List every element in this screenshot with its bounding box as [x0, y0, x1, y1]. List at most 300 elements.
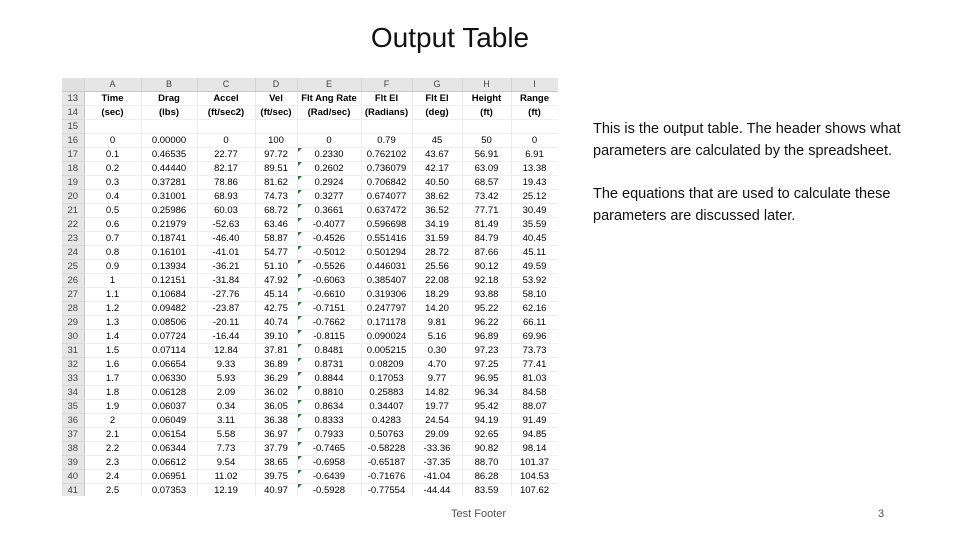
row-number[interactable]: 23: [62, 232, 84, 246]
table-cell[interactable]: 0.06128: [141, 386, 197, 400]
table-cell[interactable]: 0.2602: [297, 162, 361, 176]
table-cell[interactable]: 1.6: [84, 358, 141, 372]
table-cell[interactable]: 73.42: [462, 190, 511, 204]
table-cell[interactable]: Range: [511, 92, 558, 106]
table-cell[interactable]: 43.67: [412, 148, 462, 162]
table-cell[interactable]: 37.81: [255, 344, 297, 358]
table-cell[interactable]: 12.19: [197, 484, 255, 497]
table-cell[interactable]: 0.06654: [141, 358, 197, 372]
table-cell[interactable]: 0.9: [84, 260, 141, 274]
table-cell[interactable]: 2.5: [84, 484, 141, 497]
table-cell[interactable]: 14.20: [412, 302, 462, 316]
table-cell[interactable]: 0.8810: [297, 386, 361, 400]
table-cell[interactable]: 0.06049: [141, 414, 197, 428]
table-cell[interactable]: [412, 120, 462, 134]
table-cell[interactable]: 9.33: [197, 358, 255, 372]
column-header-i[interactable]: I: [511, 78, 558, 92]
table-cell[interactable]: 0.706842: [361, 176, 412, 190]
table-cell[interactable]: 58.87: [255, 232, 297, 246]
table-cell[interactable]: 5.93: [197, 372, 255, 386]
row-number[interactable]: 29: [62, 316, 84, 330]
table-cell[interactable]: 25.12: [511, 190, 558, 204]
table-cell[interactable]: 81.03: [511, 372, 558, 386]
row-number[interactable]: 36: [62, 414, 84, 428]
column-header-c[interactable]: C: [197, 78, 255, 92]
table-cell[interactable]: 34.19: [412, 218, 462, 232]
table-cell[interactable]: 0.8634: [297, 400, 361, 414]
table-cell[interactable]: -0.7662: [297, 316, 361, 330]
table-cell[interactable]: 14.82: [412, 386, 462, 400]
table-cell[interactable]: 0.17053: [361, 372, 412, 386]
table-cell[interactable]: 77.41: [511, 358, 558, 372]
table-cell[interactable]: (Radians): [361, 106, 412, 120]
table-cell[interactable]: 0.16101: [141, 246, 197, 260]
table-cell[interactable]: 0.34: [197, 400, 255, 414]
table-cell[interactable]: 0.50763: [361, 428, 412, 442]
table-cell[interactable]: 84.79: [462, 232, 511, 246]
row-number[interactable]: 37: [62, 428, 84, 442]
table-cell[interactable]: 36.38: [255, 414, 297, 428]
table-cell[interactable]: [141, 120, 197, 134]
table-cell[interactable]: 92.18: [462, 274, 511, 288]
table-cell[interactable]: 9.77: [412, 372, 462, 386]
table-cell[interactable]: 42.75: [255, 302, 297, 316]
table-cell[interactable]: 19.43: [511, 176, 558, 190]
table-cell[interactable]: 68.93: [197, 190, 255, 204]
row-number[interactable]: 14: [62, 106, 84, 120]
table-cell[interactable]: 53.92: [511, 274, 558, 288]
table-cell[interactable]: 96.89: [462, 330, 511, 344]
table-cell[interactable]: 36.89: [255, 358, 297, 372]
table-cell[interactable]: Flt El: [361, 92, 412, 106]
table-cell[interactable]: Time: [84, 92, 141, 106]
table-cell[interactable]: 83.59: [462, 484, 511, 497]
table-cell[interactable]: 0.8: [84, 246, 141, 260]
table-cell[interactable]: -33.36: [412, 442, 462, 456]
table-cell[interactable]: [197, 120, 255, 134]
table-cell[interactable]: 6.91: [511, 148, 558, 162]
table-cell[interactable]: -41.04: [412, 470, 462, 484]
table-cell[interactable]: 0.06037: [141, 400, 197, 414]
table-cell[interactable]: 90.82: [462, 442, 511, 456]
row-number[interactable]: 28: [62, 302, 84, 316]
table-cell[interactable]: 94.19: [462, 414, 511, 428]
table-cell[interactable]: [361, 120, 412, 134]
table-cell[interactable]: 40.97: [255, 484, 297, 497]
table-cell[interactable]: 1.1: [84, 288, 141, 302]
table-cell[interactable]: 39.75: [255, 470, 297, 484]
table-cell[interactable]: 2.3: [84, 456, 141, 470]
row-number[interactable]: 31: [62, 344, 84, 358]
table-cell[interactable]: 0.2924: [297, 176, 361, 190]
table-cell[interactable]: (sec): [84, 106, 141, 120]
table-cell[interactable]: (ft): [462, 106, 511, 120]
table-cell[interactable]: -0.6610: [297, 288, 361, 302]
table-cell[interactable]: 90.12: [462, 260, 511, 274]
table-cell[interactable]: 12.84: [197, 344, 255, 358]
column-header-a[interactable]: A: [84, 78, 141, 92]
table-cell[interactable]: 0.5: [84, 204, 141, 218]
column-header-g[interactable]: G: [412, 78, 462, 92]
table-cell[interactable]: 5.16: [412, 330, 462, 344]
table-cell[interactable]: 69.96: [511, 330, 558, 344]
table-cell[interactable]: 45: [412, 134, 462, 148]
table-cell[interactable]: -46.40: [197, 232, 255, 246]
table-cell[interactable]: Drag: [141, 92, 197, 106]
row-number[interactable]: 21: [62, 204, 84, 218]
table-cell[interactable]: 0.06154: [141, 428, 197, 442]
table-cell[interactable]: 74.73: [255, 190, 297, 204]
table-cell[interactable]: 22.77: [197, 148, 255, 162]
table-cell[interactable]: 0.30: [412, 344, 462, 358]
table-cell[interactable]: -0.5526: [297, 260, 361, 274]
table-cell[interactable]: 35.59: [511, 218, 558, 232]
row-number[interactable]: 35: [62, 400, 84, 414]
table-cell[interactable]: 0.34407: [361, 400, 412, 414]
table-cell[interactable]: 19.77: [412, 400, 462, 414]
row-number[interactable]: 30: [62, 330, 84, 344]
table-cell[interactable]: Flt Ang Rate: [297, 92, 361, 106]
table-cell[interactable]: 60.03: [197, 204, 255, 218]
table-cell[interactable]: 0: [511, 134, 558, 148]
table-cell[interactable]: 9.54: [197, 456, 255, 470]
table-cell[interactable]: 0.3277: [297, 190, 361, 204]
table-cell[interactable]: -20.11: [197, 316, 255, 330]
row-number[interactable]: 15: [62, 120, 84, 134]
table-cell[interactable]: 0.674077: [361, 190, 412, 204]
table-cell[interactable]: 88.07: [511, 400, 558, 414]
table-cell[interactable]: 96.34: [462, 386, 511, 400]
select-all-corner[interactable]: [62, 78, 84, 92]
table-cell[interactable]: 0.25986: [141, 204, 197, 218]
table-cell[interactable]: 1.9: [84, 400, 141, 414]
table-cell[interactable]: -0.5928: [297, 484, 361, 497]
table-cell[interactable]: 22.08: [412, 274, 462, 288]
table-cell[interactable]: 40.74: [255, 316, 297, 330]
table-cell[interactable]: Vel: [255, 92, 297, 106]
table-cell[interactable]: 0.18741: [141, 232, 197, 246]
table-cell[interactable]: 89.51: [255, 162, 297, 176]
table-cell[interactable]: 0: [84, 134, 141, 148]
table-cell[interactable]: 28.72: [412, 246, 462, 260]
table-cell[interactable]: 0.596698: [361, 218, 412, 232]
table-cell[interactable]: 1.2: [84, 302, 141, 316]
table-cell[interactable]: 87.66: [462, 246, 511, 260]
table-cell[interactable]: 0.3661: [297, 204, 361, 218]
table-cell[interactable]: 81.62: [255, 176, 297, 190]
row-number[interactable]: 38: [62, 442, 84, 456]
table-cell[interactable]: 1.4: [84, 330, 141, 344]
row-number[interactable]: 16: [62, 134, 84, 148]
table-cell[interactable]: 0.2330: [297, 148, 361, 162]
table-cell[interactable]: 51.10: [255, 260, 297, 274]
table-cell[interactable]: 0.762102: [361, 148, 412, 162]
column-header-b[interactable]: B: [141, 78, 197, 92]
table-cell[interactable]: (lbs): [141, 106, 197, 120]
table-cell[interactable]: 0.1: [84, 148, 141, 162]
table-cell[interactable]: [297, 120, 361, 134]
table-cell[interactable]: 0.3: [84, 176, 141, 190]
table-cell[interactable]: 0.8731: [297, 358, 361, 372]
table-cell[interactable]: 0.12151: [141, 274, 197, 288]
table-cell[interactable]: 0.00000: [141, 134, 197, 148]
table-cell[interactable]: 107.62: [511, 484, 558, 497]
table-cell[interactable]: 39.10: [255, 330, 297, 344]
table-cell[interactable]: 0.13934: [141, 260, 197, 274]
table-cell[interactable]: -0.7465: [297, 442, 361, 456]
table-cell[interactable]: 93.88: [462, 288, 511, 302]
table-cell[interactable]: 0.31001: [141, 190, 197, 204]
table-cell[interactable]: 0.44440: [141, 162, 197, 176]
table-cell[interactable]: 0.501294: [361, 246, 412, 260]
row-number[interactable]: 26: [62, 274, 84, 288]
table-cell[interactable]: 91.49: [511, 414, 558, 428]
table-cell[interactable]: -0.58228: [361, 442, 412, 456]
table-cell[interactable]: 62.16: [511, 302, 558, 316]
table-cell[interactable]: 68.72: [255, 204, 297, 218]
table-cell[interactable]: -0.5012: [297, 246, 361, 260]
table-cell[interactable]: 56.91: [462, 148, 511, 162]
row-number[interactable]: 19: [62, 176, 84, 190]
table-cell[interactable]: 4.70: [412, 358, 462, 372]
table-cell[interactable]: 0.07724: [141, 330, 197, 344]
table-cell[interactable]: 96.95: [462, 372, 511, 386]
table-cell[interactable]: 45.14: [255, 288, 297, 302]
table-cell[interactable]: 88.70: [462, 456, 511, 470]
table-cell[interactable]: 29.09: [412, 428, 462, 442]
table-cell[interactable]: 98.14: [511, 442, 558, 456]
table-cell[interactable]: 100: [255, 134, 297, 148]
table-cell[interactable]: 1: [84, 274, 141, 288]
row-number[interactable]: 17: [62, 148, 84, 162]
table-cell[interactable]: 0.09482: [141, 302, 197, 316]
table-cell[interactable]: 0.06330: [141, 372, 197, 386]
table-cell[interactable]: -16.44: [197, 330, 255, 344]
table-cell[interactable]: 36.29: [255, 372, 297, 386]
table-cell[interactable]: Accel: [197, 92, 255, 106]
table-cell[interactable]: 0.551416: [361, 232, 412, 246]
table-cell[interactable]: 0.8844: [297, 372, 361, 386]
table-cell[interactable]: 82.17: [197, 162, 255, 176]
table-cell[interactable]: 0.21979: [141, 218, 197, 232]
table-cell[interactable]: 0.7: [84, 232, 141, 246]
table-cell[interactable]: Height: [462, 92, 511, 106]
table-cell[interactable]: 86.28: [462, 470, 511, 484]
table-cell[interactable]: 0.25883: [361, 386, 412, 400]
table-cell[interactable]: -0.65187: [361, 456, 412, 470]
table-cell[interactable]: 2.4: [84, 470, 141, 484]
table-cell[interactable]: 25.56: [412, 260, 462, 274]
table-cell[interactable]: 50: [462, 134, 511, 148]
row-number[interactable]: 18: [62, 162, 84, 176]
table-cell[interactable]: -23.87: [197, 302, 255, 316]
table-cell[interactable]: 97.25: [462, 358, 511, 372]
table-cell[interactable]: 37.79: [255, 442, 297, 456]
row-number[interactable]: 32: [62, 358, 84, 372]
table-cell[interactable]: 0.37281: [141, 176, 197, 190]
table-cell[interactable]: (deg): [412, 106, 462, 120]
table-cell[interactable]: [255, 120, 297, 134]
table-cell[interactable]: 58.10: [511, 288, 558, 302]
table-cell[interactable]: [462, 120, 511, 134]
table-cell[interactable]: 0.385407: [361, 274, 412, 288]
table-cell[interactable]: -27.76: [197, 288, 255, 302]
table-cell[interactable]: 77.71: [462, 204, 511, 218]
table-cell[interactable]: 42.17: [412, 162, 462, 176]
table-cell[interactable]: 49.59: [511, 260, 558, 274]
table-cell[interactable]: -0.71676: [361, 470, 412, 484]
table-cell[interactable]: 3.11: [197, 414, 255, 428]
table-cell[interactable]: 0.4: [84, 190, 141, 204]
table-cell[interactable]: (Rad/sec): [297, 106, 361, 120]
table-cell[interactable]: 78.86: [197, 176, 255, 190]
table-cell[interactable]: 0: [197, 134, 255, 148]
table-cell[interactable]: 97.23: [462, 344, 511, 358]
table-cell[interactable]: 45.11: [511, 246, 558, 260]
table-cell[interactable]: -0.8115: [297, 330, 361, 344]
table-cell[interactable]: 0.10684: [141, 288, 197, 302]
table-cell[interactable]: 0.06951: [141, 470, 197, 484]
table-cell[interactable]: (ft): [511, 106, 558, 120]
row-number[interactable]: 41: [62, 484, 84, 497]
table-cell[interactable]: -37.35: [412, 456, 462, 470]
table-cell[interactable]: Flt El: [412, 92, 462, 106]
table-cell[interactable]: 0.090024: [361, 330, 412, 344]
column-header-e[interactable]: E: [297, 78, 361, 92]
column-header-h[interactable]: H: [462, 78, 511, 92]
table-cell[interactable]: 36.52: [412, 204, 462, 218]
table-cell[interactable]: 36.97: [255, 428, 297, 442]
table-cell[interactable]: 2.09: [197, 386, 255, 400]
row-number[interactable]: 27: [62, 288, 84, 302]
table-cell[interactable]: 40.45: [511, 232, 558, 246]
table-cell[interactable]: 66.11: [511, 316, 558, 330]
table-cell[interactable]: 2: [84, 414, 141, 428]
table-cell[interactable]: 0.08506: [141, 316, 197, 330]
table-cell[interactable]: -52.63: [197, 218, 255, 232]
table-cell[interactable]: 0.171178: [361, 316, 412, 330]
table-cell[interactable]: 97.72: [255, 148, 297, 162]
table-cell[interactable]: -31.84: [197, 274, 255, 288]
table-cell[interactable]: (ft/sec): [255, 106, 297, 120]
table-cell[interactable]: 0.637472: [361, 204, 412, 218]
row-number[interactable]: 22: [62, 218, 84, 232]
table-cell[interactable]: 36.05: [255, 400, 297, 414]
table-cell[interactable]: 0.07114: [141, 344, 197, 358]
table-cell[interactable]: 1.3: [84, 316, 141, 330]
table-cell[interactable]: -41.01: [197, 246, 255, 260]
table-cell[interactable]: 0.79: [361, 134, 412, 148]
table-cell[interactable]: 81.49: [462, 218, 511, 232]
table-cell[interactable]: 95.22: [462, 302, 511, 316]
table-cell[interactable]: 24.54: [412, 414, 462, 428]
table-cell[interactable]: 0.6: [84, 218, 141, 232]
table-cell[interactable]: 73.73: [511, 344, 558, 358]
table-cell[interactable]: -0.6439: [297, 470, 361, 484]
table-cell[interactable]: 101.37: [511, 456, 558, 470]
table-cell[interactable]: 2.1: [84, 428, 141, 442]
table-cell[interactable]: 84.58: [511, 386, 558, 400]
table-cell[interactable]: 38.65: [255, 456, 297, 470]
column-header-d[interactable]: D: [255, 78, 297, 92]
row-number[interactable]: 25: [62, 260, 84, 274]
table-cell[interactable]: 0.8481: [297, 344, 361, 358]
table-cell[interactable]: 0.736079: [361, 162, 412, 176]
table-cell[interactable]: 63.09: [462, 162, 511, 176]
row-number[interactable]: 33: [62, 372, 84, 386]
table-cell[interactable]: (ft/sec2): [197, 106, 255, 120]
table-cell[interactable]: 0.06344: [141, 442, 197, 456]
table-cell[interactable]: -0.4526: [297, 232, 361, 246]
column-header-f[interactable]: F: [361, 78, 412, 92]
table-cell[interactable]: 36.02: [255, 386, 297, 400]
table-cell[interactable]: 0.08209: [361, 358, 412, 372]
table-cell[interactable]: 0.8333: [297, 414, 361, 428]
table-cell[interactable]: 0.7933: [297, 428, 361, 442]
table-cell[interactable]: [511, 120, 558, 134]
table-cell[interactable]: 0.06612: [141, 456, 197, 470]
row-number[interactable]: 24: [62, 246, 84, 260]
table-cell[interactable]: 0.319306: [361, 288, 412, 302]
table-cell[interactable]: 96.22: [462, 316, 511, 330]
table-cell[interactable]: 0.2: [84, 162, 141, 176]
table-cell[interactable]: 54.77: [255, 246, 297, 260]
table-cell[interactable]: 0.446031: [361, 260, 412, 274]
table-cell[interactable]: 31.59: [412, 232, 462, 246]
table-cell[interactable]: 9.81: [412, 316, 462, 330]
table-cell[interactable]: 104.53: [511, 470, 558, 484]
table-cell[interactable]: 0.07353: [141, 484, 197, 497]
row-number[interactable]: 39: [62, 456, 84, 470]
table-cell[interactable]: 2.2: [84, 442, 141, 456]
table-cell[interactable]: 1.7: [84, 372, 141, 386]
table-cell[interactable]: 0.46535: [141, 148, 197, 162]
table-cell[interactable]: 38.62: [412, 190, 462, 204]
table-cell[interactable]: 5.58: [197, 428, 255, 442]
table-cell[interactable]: 95.42: [462, 400, 511, 414]
table-cell[interactable]: [84, 120, 141, 134]
table-cell[interactable]: -0.77554: [361, 484, 412, 497]
table-cell[interactable]: 13.38: [511, 162, 558, 176]
table-cell[interactable]: 7.73: [197, 442, 255, 456]
row-number[interactable]: 40: [62, 470, 84, 484]
table-cell[interactable]: 68.57: [462, 176, 511, 190]
table-cell[interactable]: 40.50: [412, 176, 462, 190]
table-cell[interactable]: 0.247797: [361, 302, 412, 316]
table-cell[interactable]: -0.7151: [297, 302, 361, 316]
table-cell[interactable]: 94.85: [511, 428, 558, 442]
row-number[interactable]: 20: [62, 190, 84, 204]
table-cell[interactable]: -36.21: [197, 260, 255, 274]
row-number[interactable]: 13: [62, 92, 84, 106]
table-cell[interactable]: 30.49: [511, 204, 558, 218]
table-cell[interactable]: 0.005215: [361, 344, 412, 358]
table-cell[interactable]: 1.8: [84, 386, 141, 400]
table-cell[interactable]: -44.44: [412, 484, 462, 497]
table-cell[interactable]: 1.5: [84, 344, 141, 358]
table-cell[interactable]: -0.6958: [297, 456, 361, 470]
table-cell[interactable]: 92.65: [462, 428, 511, 442]
table-cell[interactable]: 63.46: [255, 218, 297, 232]
table-cell[interactable]: -0.4077: [297, 218, 361, 232]
table-cell[interactable]: 47.92: [255, 274, 297, 288]
table-cell[interactable]: 11.02: [197, 470, 255, 484]
table-cell[interactable]: -0.6063: [297, 274, 361, 288]
table-cell[interactable]: 0: [297, 134, 361, 148]
table-cell[interactable]: 0.4283: [361, 414, 412, 428]
table-cell[interactable]: 18.29: [412, 288, 462, 302]
row-number[interactable]: 34: [62, 386, 84, 400]
